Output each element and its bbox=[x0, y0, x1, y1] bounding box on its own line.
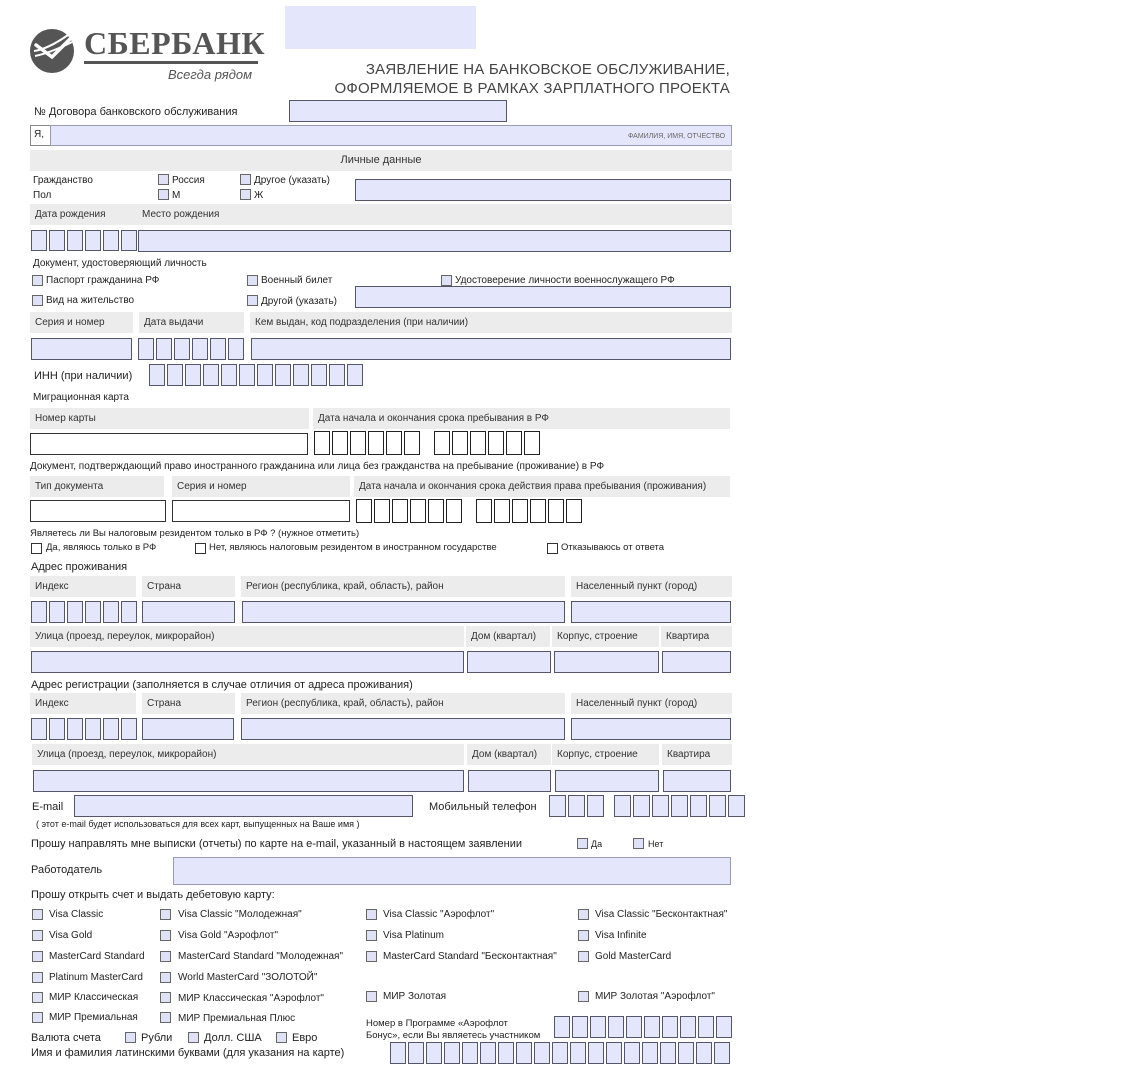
latin-name-cells[interactable] bbox=[390, 1042, 730, 1064]
gender-m-checkbox[interactable] bbox=[158, 189, 169, 200]
citizenship-label: Гражданство bbox=[33, 175, 93, 186]
card-checkbox[interactable] bbox=[160, 992, 171, 1003]
card-label: Gold MasterCard bbox=[595, 951, 672, 962]
residence-address-title: Адрес проживания bbox=[31, 561, 128, 573]
migration-card-header: Номер карты bbox=[30, 408, 309, 429]
res-building-header: Корпус, строение bbox=[552, 626, 659, 647]
latin-name-label: Имя и фамилия латинскими буквами (для указания на карте) bbox=[31, 1047, 345, 1059]
residence-permit-label: Вид на жительство bbox=[46, 295, 135, 306]
tax-no-checkbox[interactable] bbox=[195, 543, 206, 554]
res-apartment-header: Квартира bbox=[661, 626, 732, 647]
mobile-label: Мобильный телефон bbox=[429, 801, 537, 813]
card-checkbox[interactable] bbox=[366, 991, 377, 1002]
fio-hint: ФАМИЛИЯ, ИМЯ, ОТЧЕСТВО bbox=[628, 133, 726, 140]
card-label: МИР Золотая bbox=[383, 991, 447, 1002]
id-doc-title: Документ, удостоверяющий личность bbox=[33, 258, 207, 269]
doc-series-header: Серия и номер bbox=[30, 312, 133, 333]
currency-rub-checkbox[interactable] bbox=[125, 1032, 136, 1043]
gender-m-label: М bbox=[172, 190, 181, 201]
reg-street-header: Улица (проезд, переулок, микрорайон) bbox=[32, 744, 464, 765]
res-country-input[interactable] bbox=[142, 601, 235, 623]
contract-number-input[interactable] bbox=[289, 100, 507, 122]
res-locality-input[interactable] bbox=[571, 601, 731, 623]
card-checkbox[interactable] bbox=[32, 972, 43, 983]
migration-card-input[interactable] bbox=[30, 433, 308, 455]
residence-permit-checkbox[interactable] bbox=[32, 295, 43, 306]
card-label: МИР Классическая "Аэрофлот" bbox=[178, 993, 324, 1004]
res-street-input[interactable] bbox=[31, 651, 464, 673]
sberbank-emblem-icon bbox=[28, 27, 76, 75]
reg-country-input[interactable] bbox=[142, 718, 234, 740]
foreign-doc-start-cells[interactable] bbox=[356, 499, 462, 523]
reg-index-cells[interactable] bbox=[31, 718, 137, 740]
res-house-input[interactable] bbox=[467, 651, 551, 673]
doc-issued-by-header: Кем выдан, код подразделения (при наличии) bbox=[250, 312, 732, 333]
card-label: MasterCard Standard bbox=[49, 951, 145, 962]
reg-region-header: Регион (республика, край, область), район bbox=[241, 693, 565, 714]
foreign-doc-validity-header: Дата начала и окончания срока действия права пребывания (проживания) bbox=[354, 476, 730, 497]
reg-apartment-header: Квартира bbox=[662, 744, 732, 765]
card-checkbox[interactable] bbox=[578, 991, 589, 1002]
card-label: Visa Infinite bbox=[595, 930, 647, 941]
reg-building-header: Корпус, строение bbox=[552, 744, 659, 765]
card-checkbox[interactable] bbox=[578, 909, 589, 920]
reg-country-header: Страна bbox=[142, 693, 235, 714]
birth-date-header: Дата рождения bbox=[30, 204, 137, 225]
registration-address-title: Адрес регистрации (заполняется в случае отличия от адреса проживания) bbox=[31, 679, 413, 691]
card-checkbox[interactable] bbox=[32, 1012, 43, 1023]
card-label: World MasterCard "ЗОЛОТОЙ" bbox=[178, 972, 318, 983]
res-locality-header: Населенный пункт (город) bbox=[571, 576, 732, 597]
cards-title: Прошу открыть счет и выдать дебетовую карту: bbox=[31, 889, 275, 901]
gender-label: Пол bbox=[33, 190, 52, 201]
migration-end-date-cells[interactable] bbox=[434, 431, 540, 455]
card-checkbox[interactable] bbox=[160, 951, 171, 962]
tax-no-label: Нет, являюсь налоговым резидентом в иностранном государстве bbox=[209, 542, 497, 553]
reg-building-input[interactable] bbox=[555, 770, 659, 792]
card-checkbox[interactable] bbox=[366, 909, 377, 920]
res-street-header: Улица (проезд, переулок, микрорайон) bbox=[30, 626, 464, 647]
reg-house-header: Дом (квартал) bbox=[467, 744, 551, 765]
military-id-label: Военный билет bbox=[261, 275, 333, 286]
foreign-doc-type-input[interactable] bbox=[30, 500, 166, 522]
foreign-doc-title: Документ, подтверждающий право иностранного гражданина или лица без гражданства на пребывание (проживание) в РФ bbox=[30, 461, 605, 472]
foreign-doc-end-cells[interactable] bbox=[476, 499, 582, 523]
sberbank-logo bbox=[28, 25, 268, 85]
other-doc-checkbox[interactable] bbox=[247, 295, 258, 306]
currency-rub-label: Рубли bbox=[141, 1032, 173, 1044]
other-doc-label: Другой (указать) bbox=[261, 296, 337, 307]
card-checkbox[interactable] bbox=[32, 930, 43, 941]
res-region-header: Регион (республика, край, область), район bbox=[241, 576, 565, 597]
aeroflot-label-line1: Номер в Программе «Аэрофлот bbox=[366, 1018, 508, 1029]
contract-number-label: № Договора банковского обслуживания bbox=[34, 106, 238, 118]
currency-usd-label: Долл. США bbox=[204, 1032, 262, 1044]
passport-label: Паспорт гражданина РФ bbox=[46, 275, 160, 286]
card-label: Visa Classic bbox=[49, 909, 104, 920]
tax-yes-checkbox[interactable] bbox=[31, 543, 42, 554]
res-region-input[interactable] bbox=[242, 601, 565, 623]
card-label: МИР Премиальная Плюс bbox=[178, 1013, 296, 1024]
doc-issue-date-cells[interactable] bbox=[138, 338, 244, 360]
currency-usd-checkbox[interactable] bbox=[188, 1032, 199, 1043]
gender-f-label: Ж bbox=[254, 190, 264, 201]
card-label: Visa Gold "Аэрофлот" bbox=[178, 930, 279, 941]
reg-region-input[interactable] bbox=[241, 718, 565, 740]
currency-eur-checkbox[interactable] bbox=[276, 1032, 287, 1043]
reg-apartment-input[interactable] bbox=[663, 770, 731, 792]
reg-index-header: Индекс bbox=[30, 693, 136, 714]
statements-question: Прошу направлять мне выписки (отчеты) по карте на e-mail, указанный в настоящем заявлении bbox=[31, 838, 522, 850]
statements-yes-label: Да bbox=[591, 839, 603, 849]
doc-issue-date-header: Дата выдачи bbox=[139, 312, 244, 333]
email-note: ( этот e-mail будет использоваться для всех карт, выпущенных на Ваше имя ) bbox=[36, 819, 360, 829]
res-apartment-input[interactable] bbox=[662, 651, 731, 673]
inn-cells[interactable] bbox=[149, 364, 363, 386]
foreign-doc-series-header: Серия и номер bbox=[172, 476, 350, 497]
citizenship-russia-label: Россия bbox=[172, 175, 205, 186]
res-country-header: Страна bbox=[142, 576, 235, 597]
serviceman-id-checkbox[interactable] bbox=[441, 275, 452, 286]
aeroflot-number-cells[interactable] bbox=[554, 1016, 732, 1038]
card-label: MasterCard Standard "Бесконтактная" bbox=[383, 951, 557, 962]
bank-name: СБЕРБАНК bbox=[84, 25, 266, 61]
passport-checkbox[interactable] bbox=[32, 275, 43, 286]
card-checkbox[interactable] bbox=[578, 951, 589, 962]
card-label: Visa Classic "Молодежная" bbox=[178, 909, 302, 920]
currency-eur-label: Евро bbox=[292, 1032, 318, 1044]
statements-yes-checkbox[interactable] bbox=[577, 838, 588, 849]
citizenship-other-label: Другое (указать) bbox=[254, 175, 330, 186]
serviceman-id-label: Удостоверение личности военнослужащего РФ bbox=[455, 275, 675, 286]
inn-label: ИНН (при наличии) bbox=[34, 370, 133, 382]
res-house-header: Дом (квартал) bbox=[466, 626, 550, 647]
card-label: Visa Classic "Аэрофлот" bbox=[383, 909, 495, 920]
form-title-line1: ЗАЯВЛЕНИЕ НА БАНКОВСКОЕ ОБСЛУЖИВАНИЕ, bbox=[365, 61, 730, 78]
email-label: E-mail bbox=[32, 801, 64, 813]
military-id-checkbox[interactable] bbox=[247, 275, 258, 286]
statements-no-checkbox[interactable] bbox=[633, 838, 644, 849]
foreign-doc-series-input[interactable] bbox=[172, 500, 350, 522]
citizenship-russia-checkbox[interactable] bbox=[158, 174, 169, 185]
citizenship-other-checkbox[interactable] bbox=[240, 174, 251, 185]
card-label: Visa Gold bbox=[49, 930, 93, 941]
doc-series-input[interactable] bbox=[31, 338, 132, 360]
personal-data-header bbox=[30, 150, 732, 171]
other-doc-input[interactable] bbox=[355, 286, 731, 308]
tax-refuse-label: Отказываюсь от ответа bbox=[561, 542, 665, 553]
email-input[interactable] bbox=[74, 795, 413, 817]
personal-data-title: Личные данные bbox=[340, 154, 422, 166]
header-blank-field[interactable] bbox=[285, 6, 476, 49]
tax-refuse-checkbox[interactable] bbox=[547, 543, 558, 554]
tax-question: Являетесь ли Вы налоговым резидентом только в РФ ? (нужное отметить) bbox=[30, 528, 360, 539]
card-checkbox[interactable] bbox=[160, 1012, 171, 1023]
card-label: Visa Platinum bbox=[383, 930, 444, 941]
reg-street-input[interactable] bbox=[33, 770, 464, 792]
res-building-input[interactable] bbox=[554, 651, 659, 673]
fio-prefix: Я, bbox=[34, 129, 44, 140]
mobile-cells[interactable] bbox=[549, 795, 745, 817]
card-checkbox[interactable] bbox=[366, 951, 377, 962]
card-checkbox[interactable] bbox=[32, 951, 43, 962]
card-checkbox[interactable] bbox=[578, 930, 589, 941]
foreign-doc-type-header: Тип документа bbox=[30, 476, 164, 497]
birth-place-header: Место рождения bbox=[137, 204, 732, 225]
doc-issued-by-input[interactable] bbox=[251, 338, 731, 360]
citizenship-other-input[interactable] bbox=[355, 179, 731, 201]
card-checkbox[interactable] bbox=[160, 909, 171, 920]
currency-label: Валюта счета bbox=[31, 1032, 101, 1044]
employer-input[interactable] bbox=[173, 857, 731, 885]
tax-yes-label: Да, являюсь только в РФ bbox=[46, 542, 157, 553]
reg-locality-input[interactable] bbox=[571, 718, 731, 740]
res-index-header: Индекс bbox=[30, 576, 136, 597]
card-label: Platinum MasterCard bbox=[49, 972, 143, 983]
birth-place-input[interactable] bbox=[138, 230, 731, 252]
statements-no-label: Нет bbox=[648, 839, 664, 849]
card-checkbox[interactable] bbox=[32, 992, 43, 1003]
card-label: Visa Classic "Бесконтактная" bbox=[595, 909, 728, 920]
card-checkbox[interactable] bbox=[366, 930, 377, 941]
card-label: MasterCard Standard "Молодежная" bbox=[178, 951, 344, 962]
birth-date-cells[interactable] bbox=[31, 230, 137, 251]
employer-label: Работодатель bbox=[31, 864, 103, 876]
card-checkbox[interactable] bbox=[32, 909, 43, 920]
reg-house-input[interactable] bbox=[468, 770, 551, 792]
reg-locality-header: Населенный пункт (город) bbox=[571, 693, 732, 714]
aeroflot-label-line2: Бонус», если Вы являетесь участником bbox=[366, 1030, 541, 1041]
form-title-line2: ОФОРМЛЯЕМОЕ В РАМКАХ ЗАРПЛАТНОГО ПРОЕКТА bbox=[334, 80, 730, 97]
res-index-cells[interactable] bbox=[31, 601, 137, 623]
card-label: МИР Золотая "Аэрофлот" bbox=[595, 991, 715, 1002]
migration-start-date-cells[interactable] bbox=[314, 431, 420, 455]
card-checkbox[interactable] bbox=[160, 972, 171, 983]
migration-dates-header: Дата начала и окончания срока пребывания в РФ bbox=[313, 408, 730, 429]
gender-f-checkbox[interactable] bbox=[240, 189, 251, 200]
card-label: МИР Премиальная bbox=[49, 1012, 138, 1023]
migration-title: Миграционная карта bbox=[33, 392, 129, 403]
logo-underline bbox=[84, 61, 258, 64]
card-label: МИР Классическая bbox=[49, 992, 139, 1003]
bank-tagline: Всегда рядом bbox=[168, 67, 253, 82]
card-checkbox[interactable] bbox=[160, 930, 171, 941]
